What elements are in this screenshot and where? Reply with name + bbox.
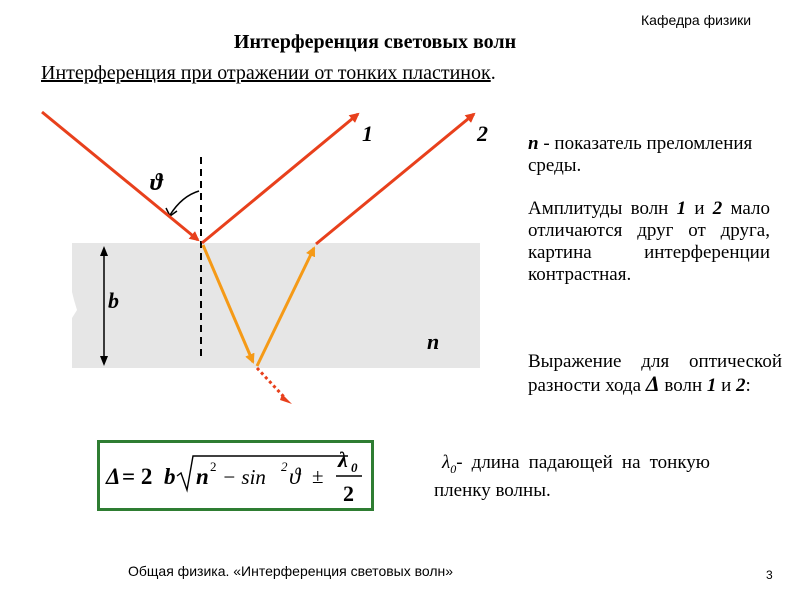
amp-wave-2: 2 (712, 198, 723, 219)
formula-b: b (164, 464, 176, 489)
path-difference-formula (100, 443, 371, 508)
expr-mid: волн (659, 375, 707, 396)
subtitle-text: Интерференция при отражении от тонких пластинок (41, 62, 491, 84)
formula-plus-minus: ± (312, 464, 324, 488)
lambda-text: - длина падающей на тонкую пленку волны. (434, 452, 710, 501)
subtitle-period: . (490, 62, 496, 84)
expr-wave-1: 1 (706, 375, 717, 396)
department-label: Кафедра физики (641, 12, 752, 28)
formula-theta: ϑ (289, 464, 301, 489)
thickness-label: b (108, 288, 119, 313)
formula-denominator: 2 (343, 481, 354, 506)
transmitted-ray (257, 368, 285, 398)
amplitude-note (528, 198, 770, 286)
amp-text-2: мало отличаются друг от друга, картина интерференции контрастная. (528, 198, 770, 285)
reflected-ray-1 (202, 114, 358, 243)
amp-and: и (686, 198, 713, 219)
footer-course: Общая физика. «Интерференция световых волн» (128, 563, 454, 579)
n-note-text: - показатель преломления среды. (528, 133, 753, 176)
reflection-diagram (0, 0, 520, 430)
n-note (528, 133, 758, 177)
formula-n: n (196, 464, 209, 489)
reflected-ray-2 (316, 114, 474, 244)
ray2-label: 2 (477, 121, 488, 146)
medium-label: n (427, 329, 440, 354)
expr-wave-2: 2 (736, 375, 746, 396)
lambda-note (434, 452, 710, 502)
amp-text-1: Амплитуды волн (528, 198, 677, 219)
formula-minus-sin: − sin (222, 465, 266, 489)
page-title: Интерференция световых волн (233, 31, 517, 53)
formula-equals: = 2 (122, 464, 153, 489)
lambda-subscript: 0 (450, 461, 457, 476)
transmitted-ray-arrow (280, 394, 292, 404)
expr-text: Выражение для оптической разности хода (528, 351, 782, 396)
thin-plate (72, 243, 480, 368)
expr-colon: : (745, 375, 751, 396)
angle-arc (170, 191, 199, 215)
n-symbol: n (528, 133, 539, 154)
angle-label: ϑ (150, 170, 163, 196)
expression-note (528, 351, 782, 397)
formula-delta: Δ (106, 464, 121, 489)
ray1-label: 1 (362, 121, 373, 146)
expr-and: и (716, 375, 737, 396)
expr-delta: Δ (645, 371, 660, 396)
incident-ray (42, 112, 198, 240)
formula-exp-1: 2 (210, 459, 217, 474)
formula-exp-2: 2 (281, 459, 288, 474)
page-number: 3 (766, 568, 773, 582)
formula-lambda: λ (338, 447, 348, 472)
amp-wave-1: 1 (676, 198, 687, 219)
lambda-symbol: λ (442, 452, 451, 473)
formula-lambda-sub: 0 (351, 460, 358, 475)
